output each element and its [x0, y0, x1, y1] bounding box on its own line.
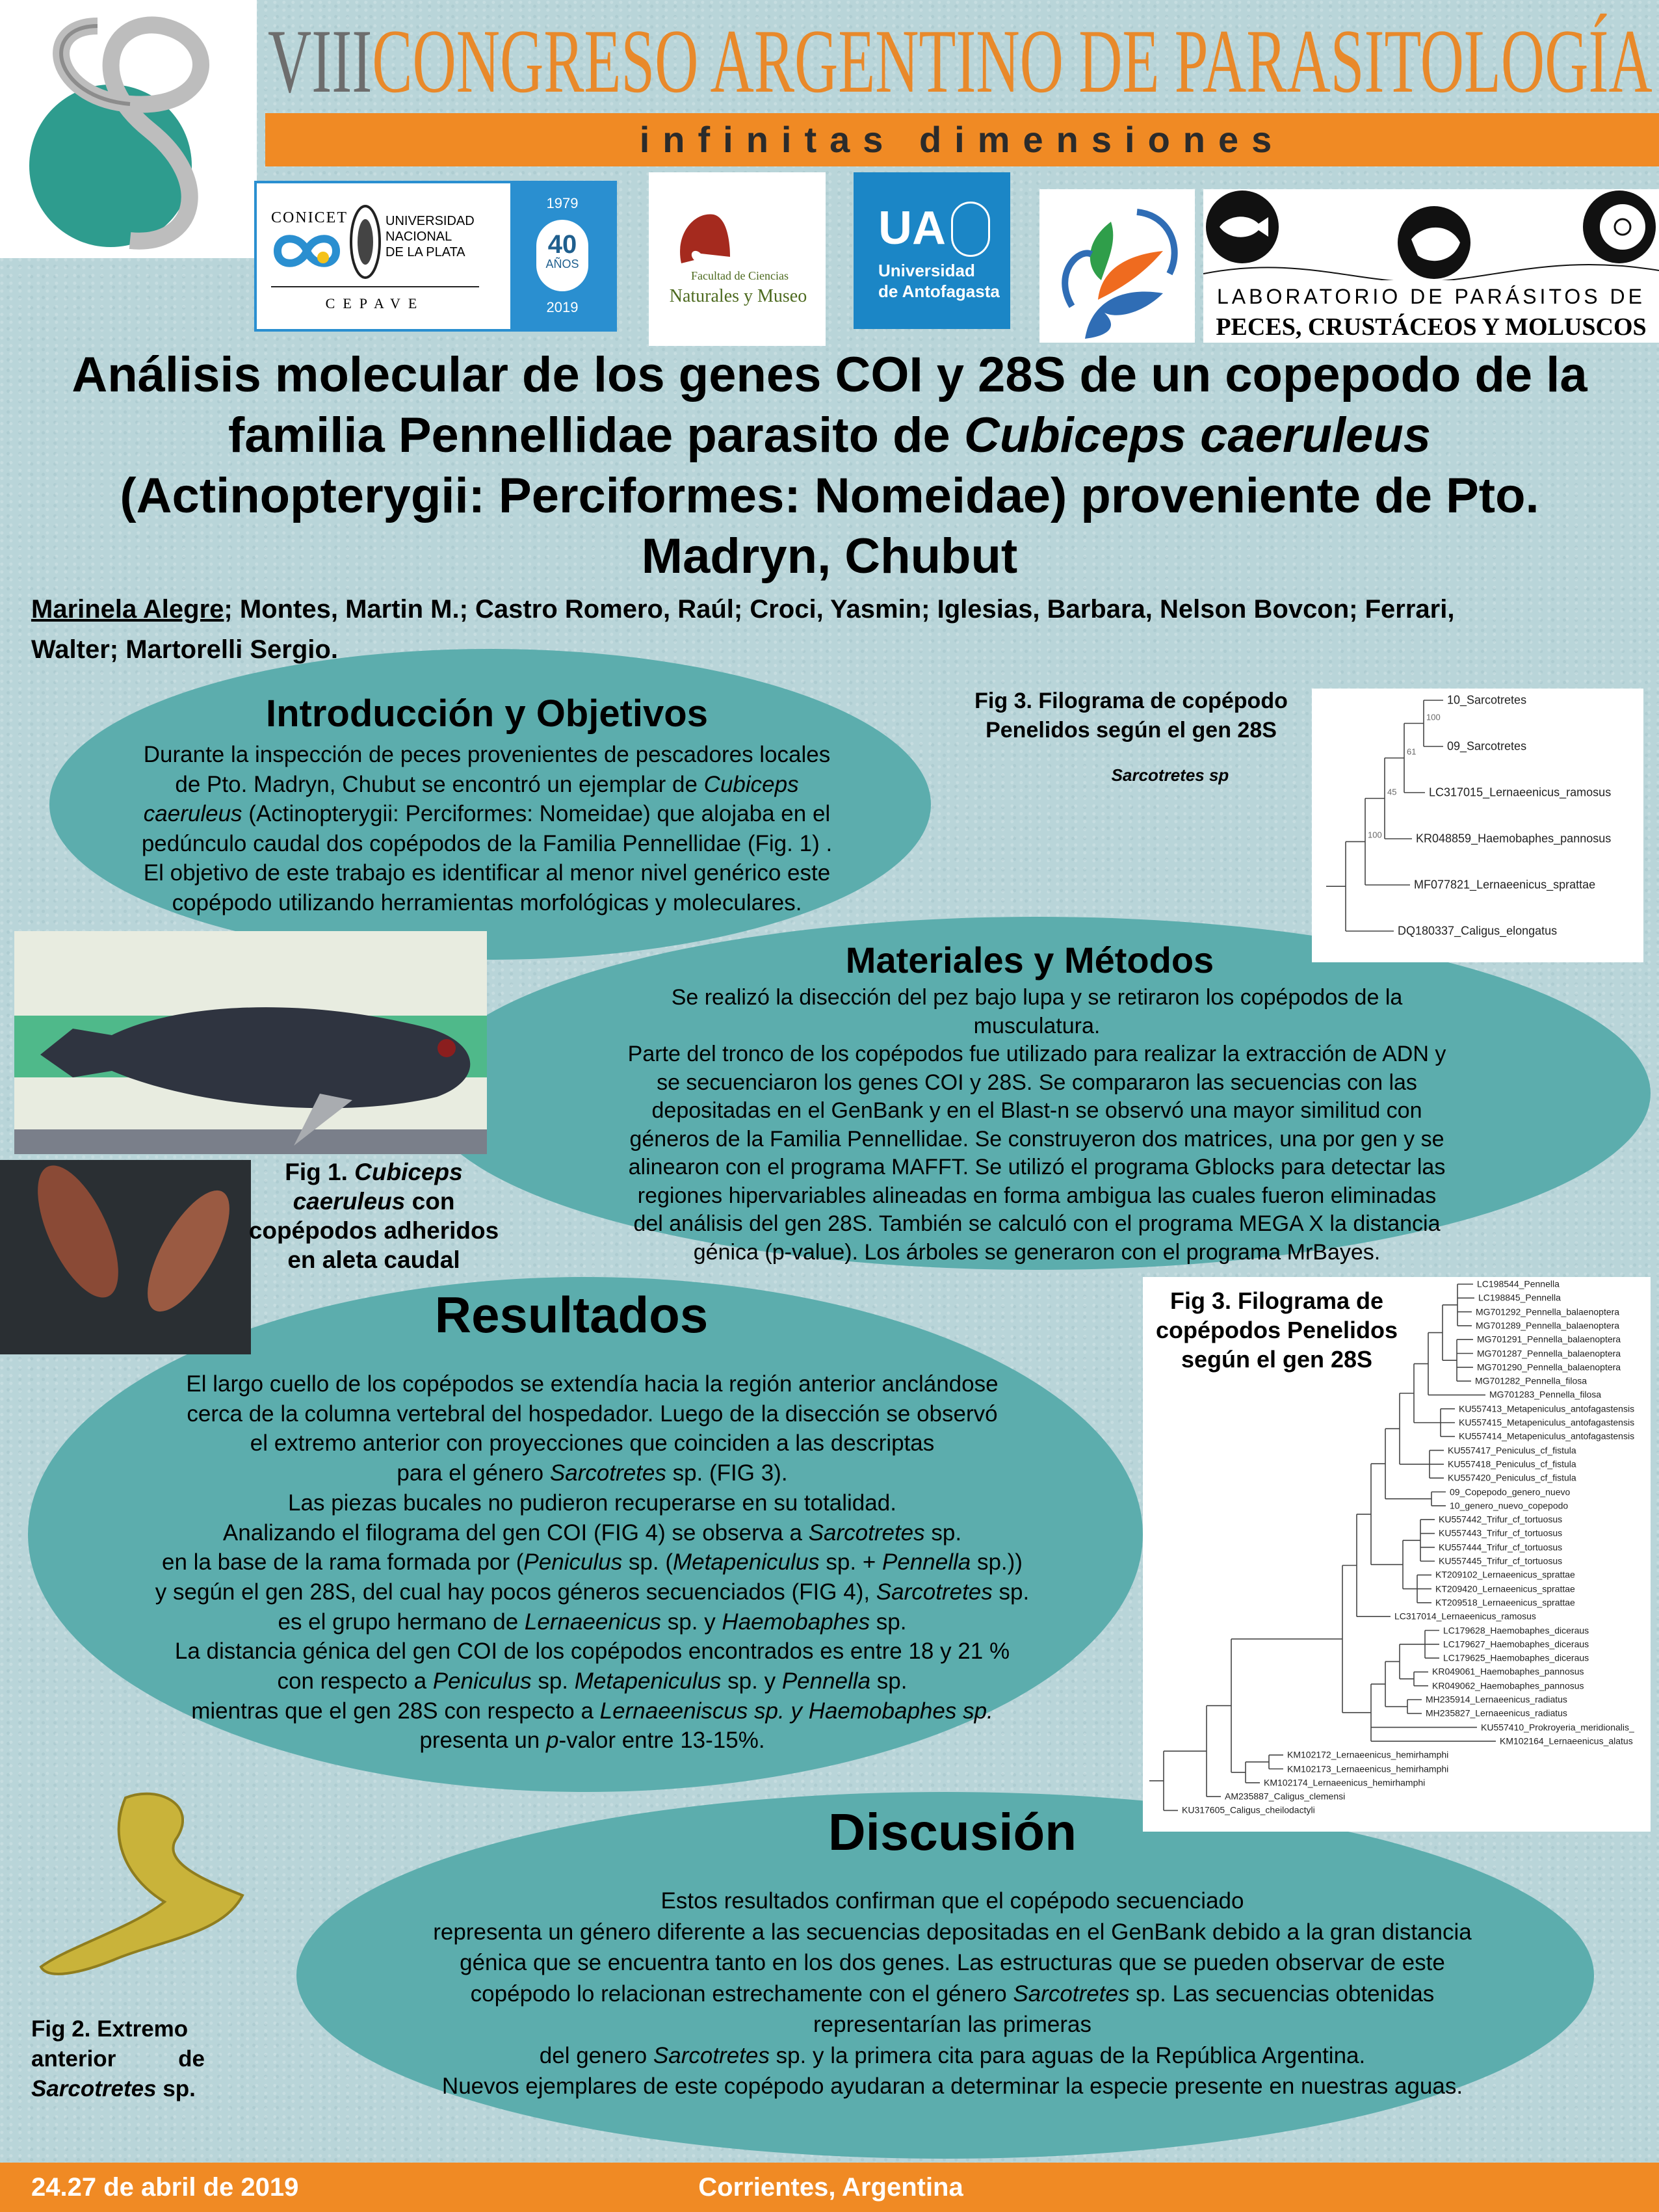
text-line [433, 1886, 1471, 1917]
text-segment: copépodo lo relacionan estrechamente con el género [470, 1981, 1013, 2007]
sarcotretes-illustration [28, 1785, 304, 2003]
text-segment: sp. Las secuencias obtenidas [1129, 1981, 1435, 2007]
tree-leaf-label: KU557445_Trifur_cf_tortuosus [1439, 1555, 1563, 1566]
text-line [433, 1917, 1471, 1948]
anniversary-number: 40 [547, 230, 577, 259]
tree-leaf-label: KM102172_Lernaeenicus_hemirhamphi [1287, 1749, 1449, 1760]
text-segment: familia Pennellidae parasito de [228, 408, 964, 463]
presenter-name: Marinela Alegre [31, 595, 224, 624]
text-segment: en aleta caudal [287, 1246, 460, 1273]
text-segment: Análisis molecular de los genes COI y 28S de un copepodo de la [72, 347, 1587, 402]
fish-illustration [14, 931, 487, 1154]
text-segment: con respecto a [277, 1668, 433, 1694]
divider [271, 286, 479, 287]
support-value: 61 [1407, 746, 1417, 757]
text-segment: el extremo anterior con proyecciones que coinciden a las descriptas [250, 1430, 935, 1456]
fig2-caption [31, 2014, 205, 2104]
italic-text: Sarcotretes [876, 1579, 993, 1605]
fish-logo [1039, 189, 1195, 343]
anniversary-panel [510, 183, 614, 329]
phylogram-small [1312, 689, 1643, 962]
congress-name: CONGRESO ARGENTINO DE PARASITOLOGÍA [372, 11, 1652, 112]
sarcotretes-photo [28, 1785, 304, 2003]
congress-title [268, 13, 1652, 111]
fcnym-line2: Naturales y Museo [669, 286, 807, 306]
text-segment: es el grupo hermano de [278, 1609, 525, 1635]
congress-roman: VIII [268, 11, 372, 112]
text-segment: sp. y [721, 1668, 782, 1694]
text-segment: Estos resultados confirman que el copépodo secuenciado [660, 1888, 1244, 1914]
footer-dates: 24.27 de abril de 2019 [31, 2173, 299, 2202]
text-segment: sp. ( [622, 1549, 673, 1575]
tree-leaf-label: LC179627_Haemobaphes_diceraus [1443, 1639, 1589, 1650]
year-end: 2019 [546, 299, 579, 315]
fig3b-line: Fig 3. Filograma de [1169, 1287, 1384, 1314]
text-line [142, 799, 832, 829]
tree-leaf-label: DQ180337_Caligus_elongatus [1398, 924, 1558, 938]
fig2-sp: sp. [156, 2076, 196, 2101]
footer-bar [0, 2163, 1659, 2212]
authors-rest: ; Montes, Martin M.; Castro Romero, Raúl; Croci, Yasmin; Iglesias, Barbara, Nelson Bovcon; Ferrari, [224, 595, 1455, 624]
fig2-word: de [178, 2046, 205, 2072]
italic-text: Metapeniculus [672, 1549, 820, 1575]
text-line [142, 829, 832, 859]
tree-leaf-label: 10_Sarcotretes [1447, 693, 1527, 707]
fcnym-line1: Facultad de Ciencias [691, 269, 789, 282]
tree-leaf-label: KU557414_Metapeniculus_antofagastensis [1459, 1430, 1635, 1442]
text-line [155, 1547, 1029, 1577]
tree-leaf-label: KU557410_Prokroyeria_meridionalis_ [1481, 1722, 1634, 1733]
text-segment: copépodo utilizando herramientas morfológicas y moleculares. [172, 889, 802, 915]
text-line [142, 858, 832, 888]
tree-leaf-label: MF077821_Lernaeenicus_sprattae [1414, 878, 1596, 891]
text-segment: Las piezas bucales no pudieron recuperarse en su totalidad. [288, 1490, 896, 1516]
ua-line2: de Antofagasta [878, 282, 1000, 301]
text-segment: (Actinopterygii: Perciformes: Nomeidae) proveniente de Pto. [120, 468, 1539, 523]
text-segment: -valor entre 13-15%. [558, 1728, 765, 1754]
text-line [433, 1947, 1471, 1979]
tree-leaf-label: KU557418_Peniculus_cf_fistula [1448, 1458, 1576, 1469]
italic-text: Haemobaphes [722, 1609, 870, 1635]
text-segment: Fig 1. [285, 1159, 355, 1185]
italic-text: Cubiceps [354, 1159, 463, 1185]
tree-leaf-label: LC198544_Pennella [1477, 1278, 1560, 1289]
text-segment: pedúnculo caudal dos copépodos de la Familia Pennellidae (Fig. 1) . [141, 830, 833, 856]
copepods-illustration [0, 1160, 251, 1354]
authors-line1 [31, 589, 1454, 629]
fig3a-caption [974, 687, 1288, 745]
tree-leaf-label: KR049061_Haemobaphes_pannosus [1432, 1666, 1584, 1677]
text-line [155, 1518, 1029, 1548]
tree-leaf-label: KM102164_Lernaeenicus_alatus [1500, 1735, 1633, 1746]
italic-text: Pennella [781, 1668, 871, 1694]
congress-tagline: infinitas dimensiones [265, 113, 1659, 166]
italic-text: Cubiceps caeruleus [963, 408, 1431, 463]
fig3b-caption [1156, 1286, 1398, 1374]
text-segment: alinearon con el programa MAFFT. Se utilizó el programa Gblocks para detectar las [628, 1155, 1446, 1179]
tree-leaf-label: 09_Copepodo_genero_nuevo [1450, 1486, 1571, 1497]
tree-leaf-label: MG701291_Pennella_balaenoptera [1477, 1334, 1621, 1345]
text-line [155, 1488, 1029, 1518]
lab-line2: PECES, CRUSTÁCEOS Y MOLUSCOS [1216, 313, 1647, 341]
lab-emblem-icons [1203, 189, 1659, 280]
text-segment: con [405, 1188, 455, 1215]
text-segment: del genero [539, 2042, 653, 2068]
text-segment: El largo cuello de los copépodos se extendía hacia la región anterior anclándose [186, 1371, 999, 1397]
text-segment: del análisis del gen 28S. También se calculó con el programa MEGA X la distancia [633, 1211, 1441, 1236]
text-line [249, 1157, 499, 1187]
lab-line1: LABORATORIO DE PARÁSITOS DE [1217, 285, 1645, 308]
tree-leaf-label: KM102174_Lernaeenicus_hemirhamphi [1264, 1777, 1426, 1788]
tree-leaf-label: MG701287_Pennella_balaenoptera [1477, 1348, 1621, 1358]
support-value: 45 [1387, 787, 1397, 797]
fig2-line: Fig 2. Extremo [31, 2016, 189, 2042]
tree-leaf-label: KU557442_Trifur_cf_tortuosus [1439, 1514, 1563, 1525]
tree-leaf-label: AM235887_Caligus_clemensi [1225, 1791, 1346, 1802]
lab-logo [1203, 189, 1659, 343]
text-line [628, 1040, 1446, 1069]
italic-text: Peniculus [523, 1549, 623, 1575]
text-line [249, 1245, 499, 1274]
tree-leaf-label: 10_genero_nuevo_copepodo [1450, 1500, 1569, 1511]
text-line [628, 1239, 1446, 1267]
text-line [0, 526, 1659, 586]
text-segment: para el género [397, 1460, 550, 1486]
fig2-line [31, 2074, 205, 2104]
italic-text: caeruleus [293, 1188, 406, 1215]
text-line [433, 2009, 1471, 2040]
fcnym-logo [649, 172, 826, 346]
text-segment: Madryn, Chubut [641, 529, 1018, 584]
unlp-line: DE LA PLATA [385, 245, 465, 259]
text-segment: mientras que el gen 28S con respecto a [191, 1698, 600, 1724]
tree-leaf-label: MH235914_Lernaeenicus_radiatus [1426, 1694, 1567, 1705]
text-line [155, 1666, 1029, 1696]
fig3b-line: según el gen 28S [1181, 1346, 1373, 1373]
italic-text: Sarcotretes [549, 1460, 666, 1486]
fig2-word: anterior [31, 2046, 116, 2072]
italic-text: Sarcotretes [808, 1520, 925, 1546]
text-line [142, 888, 832, 918]
text-line [155, 1726, 1029, 1756]
text-line [628, 1153, 1446, 1182]
italic-text: Sarcotretes [653, 2042, 770, 2068]
year-start: 1979 [546, 195, 579, 211]
text-segment: presenta un [419, 1728, 547, 1754]
text-line [628, 984, 1446, 1012]
text-segment: sp. (FIG 3). [666, 1460, 788, 1486]
text-segment: y según el gen 28S, del cual hay pocos géneros secuenciados (FIG 4), [155, 1579, 876, 1605]
text-segment: sp. [924, 1520, 962, 1546]
italic-text: Lernaeenicus [524, 1609, 662, 1635]
text-segment: sp. + [819, 1549, 883, 1575]
italic-text: p [546, 1728, 559, 1754]
text-line [155, 1429, 1029, 1458]
italic-text: Sarcotretes [1013, 1981, 1130, 2007]
tree-leaf-label: KU557443_Trifur_cf_tortuosus [1439, 1527, 1563, 1538]
tree-leaf-label: KR048859_Haemobaphes_pannosus [1416, 832, 1612, 845]
text-segment: representarían las primeras [813, 2012, 1091, 2037]
text-segment: musculatura. [973, 1013, 1101, 1038]
text-segment: Se realizó la disección del pez bajo lupa y se retiraron los copépodos de la [671, 985, 1403, 1010]
ua-line1: Universidad [878, 261, 975, 280]
support-value: 100 [1368, 830, 1382, 840]
italic-text: caeruleus [143, 801, 242, 826]
tree-leaf-label: MG701282_Pennella_filosa [1475, 1375, 1587, 1386]
congress-logo [0, 0, 257, 258]
text-line [155, 1577, 1029, 1607]
text-line [155, 1637, 1029, 1666]
fig2-genus: Sarcotretes [31, 2076, 157, 2101]
tree-leaf-label: KU557415_Metapeniculus_antofagastensis [1459, 1417, 1635, 1428]
text-segment: sp. [531, 1668, 575, 1694]
tree-leaf-label: KT209420_Lernaeenicus_sprattae [1435, 1583, 1575, 1594]
tree-leaf-label: KU317605_Caligus_cheilodactyli [1182, 1804, 1315, 1815]
cepave-logo [254, 181, 617, 332]
tree-leaf-label: LC317015_Lernaeenicus_ramosus [1429, 785, 1612, 799]
text-line [433, 1979, 1471, 2010]
text-line [628, 1126, 1446, 1154]
anniversary-badge [536, 220, 588, 291]
fig3a-subcaption: Sarcotretes sp [1111, 765, 1229, 785]
tree-leaf-label: MG701283_Pennella_filosa [1489, 1389, 1602, 1400]
text-line [628, 1069, 1446, 1098]
text-segment: La distancia génica del gen COI de los copépodos encontrados es entre 18 y 21 % [174, 1639, 1010, 1665]
text-segment: Durante la inspección de peces provenientes de pescadores locales [143, 742, 831, 767]
text-segment: géneros de la Familia Pennellidae. Se construyeron dos matrices, una por gen y se [629, 1126, 1444, 1152]
discussion-heading: Discusión [828, 1803, 1077, 1861]
text-line [0, 345, 1659, 405]
text-line [155, 1607, 1029, 1637]
text-line [155, 1399, 1029, 1429]
poster-title [0, 345, 1659, 586]
text-line [155, 1369, 1029, 1399]
conicet-text: CONICET [271, 209, 348, 226]
text-segment: representa un género diferente a las secuencias depositadas en el GenBank debido a la gran distancia [433, 1919, 1472, 1945]
text-line [155, 1458, 1029, 1488]
tree-leaf-label: LC317014_Lernaeenicus_ramosus [1394, 1611, 1536, 1622]
unlp-line: NACIONAL [385, 230, 452, 244]
tree-leaf-label: 09_Sarcotretes [1447, 739, 1527, 753]
tree-branches [1312, 689, 1643, 962]
discussion-text [433, 1886, 1471, 2102]
results-heading: Resultados [434, 1286, 709, 1343]
fig3a-line: Penelidos según el gen 28S [986, 718, 1277, 743]
tree-leaf-label: MG701289_Pennella_balaenoptera [1476, 1320, 1620, 1331]
text-segment: sp. [870, 1668, 908, 1694]
italic-text: Cubiceps [703, 771, 799, 797]
text-segment: sp.)) [971, 1549, 1023, 1575]
support-value: 100 [1426, 712, 1441, 722]
fig1-caption [249, 1157, 499, 1274]
text-line [142, 770, 832, 800]
italic-text: Metapeniculus [574, 1668, 722, 1694]
text-segment: Parte del tronco de los copépodos fue utilizado para realizar la extracción de ADN y [627, 1042, 1446, 1066]
text-line [628, 1210, 1446, 1239]
text-segment: en la base de la rama formada por ( [162, 1549, 524, 1575]
intro-heading: Introducción y Objetivos [266, 692, 708, 735]
text-segment: El objetivo de este trabajo es identificar al menor nivel genérico este [143, 860, 831, 886]
fig2-line [31, 2044, 205, 2074]
text-line [433, 2040, 1471, 2072]
authors-line2: Walter; Martorelli Sergio. [31, 635, 338, 664]
text-segment: de Pto. Madryn, Chubut se encontró un ejemplar de [175, 771, 704, 797]
tree-leaf-label: MG701292_Pennella_balaenoptera [1476, 1306, 1620, 1317]
tree-leaf-label: KU557444_Trifur_cf_tortuosus [1439, 1542, 1563, 1553]
text-segment: cerca de la columna vertebral del hospedador. Luego de la disección se observó [187, 1401, 998, 1427]
methods-heading: Materiales y Métodos [845, 940, 1214, 981]
text-segment: sp. y la primera cita para aguas de la República Argentina. [769, 2042, 1366, 2068]
ua-mark: UA [878, 202, 946, 254]
fig3b-line: copépodos Penelidos [1155, 1317, 1398, 1343]
fish-photo [14, 931, 487, 1154]
tree-leaf-label: KT209518_Lernaeenicus_sprattae [1435, 1597, 1575, 1608]
footer-location: Corrientes, Argentina [698, 2173, 963, 2202]
italic-text: Peniculus [432, 1668, 532, 1694]
text-line [0, 466, 1659, 526]
text-segment: génica (p-value). Los árboles se generaron con el programa MrBayes. [693, 1239, 1381, 1265]
italic-text: Pennella [882, 1549, 971, 1575]
fig3a-line: Fig 3. Filograma de copépodo [974, 689, 1288, 713]
tree-leaf-label: LC198845_Pennella [1478, 1292, 1561, 1303]
authors [31, 589, 1454, 670]
ua-logo [854, 172, 1010, 329]
three-fish-icon [1039, 189, 1195, 343]
tree-leaf-label: KM102173_Lernaeenicus_hemirhamphi [1287, 1763, 1449, 1774]
phylogram-large [1143, 1277, 1651, 1832]
text-segment: génica que se encuentra tanto en los dos genes. Las estructuras que se pueden observar de este [460, 1950, 1445, 1975]
text-segment: Nuevos ejemplares de este copépodo ayudaran a determinar la especie presente en nuestras aguas. [441, 2074, 1463, 2099]
tree-leaf-label: MG701290_Pennella_balaenoptera [1477, 1362, 1621, 1373]
fcnym-emblem-icon [675, 208, 733, 267]
tree-leaf-label: KR049062_Haemobaphes_pannosus [1432, 1680, 1584, 1691]
italic-text: Lernaeeniscus sp. y Haemobaphes sp. [599, 1698, 993, 1724]
tree-leaf-label: MH235827_Lernaeenicus_radiatus [1426, 1707, 1567, 1718]
text-line [249, 1216, 499, 1245]
tree-leaf-label: LC179625_Haemobaphes_diceraus [1443, 1652, 1589, 1663]
text-segment: depositadas en el GenBank y en el Blast-n se observó una mayor similitud con [651, 1098, 1422, 1123]
text-line [249, 1187, 499, 1216]
tree-leaf-label: KU557413_Metapeniculus_antofagastensis [1459, 1403, 1635, 1414]
tree-leaf-label: KT209102_Lernaeenicus_sprattae [1435, 1569, 1575, 1580]
text-segment: sp. [992, 1579, 1030, 1605]
text-line [433, 2071, 1471, 2102]
tree-leaf-label: LC179628_Haemobaphes_diceraus [1443, 1625, 1589, 1635]
text-segment: sp. y [661, 1609, 722, 1635]
unlp-text [385, 213, 475, 260]
tree-leaf-label: KU557417_Peniculus_cf_fistula [1448, 1445, 1576, 1456]
text-line [628, 1097, 1446, 1126]
text-segment: Analizando el filograma del gen COI (FIG 4) se observa a [222, 1520, 809, 1546]
text-segment: se secuenciaron los genes COI y 28S. Se compararon las secuencias con las [657, 1070, 1417, 1095]
text-line [628, 1012, 1446, 1041]
text-segment: copépodos adheridos [248, 1217, 499, 1244]
ua-seal-icon [951, 202, 990, 257]
unlp-line: UNIVERSIDAD [385, 214, 475, 228]
unlp-seal-icon [349, 203, 382, 281]
results-text [155, 1369, 1029, 1756]
text-segment: (Actinopterygii: Perciformes: Nomeidae) que alojaba en el [242, 801, 831, 826]
cepave-text: CEPAVE [325, 295, 425, 311]
text-line [142, 740, 832, 770]
text-segment: sp. [870, 1609, 907, 1635]
copepods-on-fin-photo [0, 1160, 251, 1354]
text-line [155, 1696, 1029, 1726]
text-line [0, 405, 1659, 466]
methods-text [628, 984, 1446, 1267]
conicet-infinity-icon [271, 231, 343, 270]
intro-text [142, 740, 832, 917]
text-segment: regiones hipervariables alineadas en forma ambigua las cuales fueron eliminadas [637, 1183, 1437, 1208]
anniversary-unit: AÑOS [545, 257, 579, 270]
tree-leaf-label: KU557420_Peniculus_cf_fistula [1448, 1472, 1576, 1483]
text-line [628, 1182, 1446, 1211]
